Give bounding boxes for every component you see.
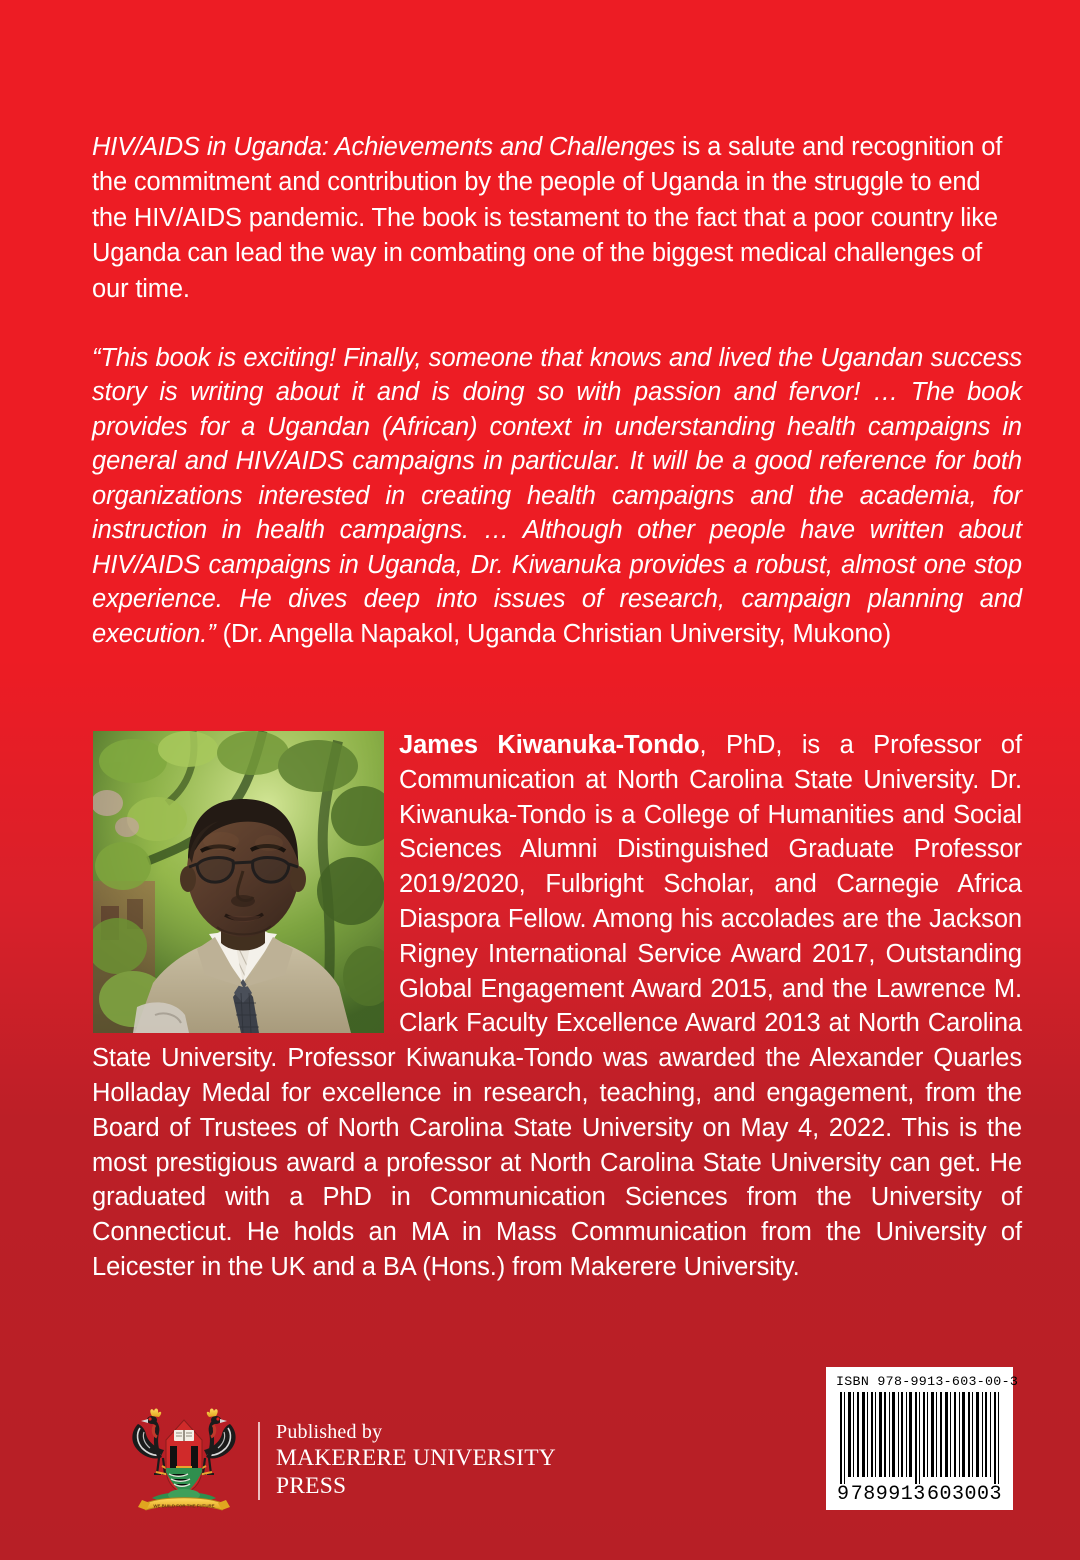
review-quote-text: “This book is exciting! Finally, someone that knows and lived the Ugandan success story is writing about it and is doing so with passion and fervor! … The book provides for a Ugandan (African) context in understanding health campaigns in general and HIV/AIDS campaigns in particular. It will be a good reference for both organizations interested in creating health campaigns and the academia, for instruction in health campaigns. … Although other people have written about HIV/AIDS campaigns in Uganda, Dr. Kiwanuka provides a robust, almost one stop experience. He dives deep into issues of research, campaign planning and execution.”	[92, 343, 1022, 648]
ean-check-digit: 9	[837, 1483, 850, 1506]
makerere-coat-of-arms-logo	[128, 1406, 240, 1516]
author-bio-text: , PhD, is a Professor of Communication at North Carolina State University. Dr. Kiwanuka-Tondo is a College of Humanities and Social Sciences Alumni Distinguished Graduate Professor 2019/2020, Fulbright Scholar, and Carnegie Africa Diaspora Fellow. Among his accolades are the Jackson Rigney International Service Award 2017, Outstanding Global Engagement Award 2015, and the Lawrence M. Clark Faculty Excellence Award 2013 at North Carolina State University. Professor Kiwanuka-Tondo was awarded the Alexander Quarles Holladay Medal for excellence in research, teaching, and engagement, from the Board of Trustees of North Carolina State University on May 4, 2022. This is the most prestigious award a professor at North Carolina State University can get. He graduated with a PhD in Communication Sciences from the University of Connecticut. He holds an MA in Mass Communication from the University of Leicester in the UK and a BA (Hons.) from Makerere University.	[92, 731, 1022, 1281]
book-blurb-text: is a salute and recognition of the commitment and contribution by the people of Uganda in the struggle to end the HIV/AIDS pandemic. The book is testament to the fact that a poor country like Uganda can lead the way in combating one of the biggest medical challenges of our time.	[92, 132, 1003, 303]
book-blurb-paragraph	[92, 130, 1022, 308]
publisher-name-line-2: PRESS	[276, 1472, 347, 1499]
publisher-divider	[258, 1422, 260, 1500]
barcode-bars	[836, 1392, 1003, 1484]
isbn-barcode-block	[826, 1367, 1019, 1510]
ean-group-right: 603003	[926, 1483, 1002, 1506]
isbn-number-label: ISBN 978-9913-603-00-3	[836, 1374, 1019, 1389]
book-title: HIV/AIDS in Uganda: Achievements and Challenges	[92, 132, 676, 161]
coat-of-arms-motto: WE BUILD FOR THE FUTURE	[153, 1503, 215, 1509]
ean-digits-row	[836, 1483, 1003, 1506]
review-attribution: (Dr. Angella Napakol, Uganda Christian University, Mukono)	[215, 619, 891, 648]
ean-group-left: 789913	[850, 1483, 926, 1506]
publisher-text	[276, 1421, 556, 1500]
author-name: James Kiwanuka-Tondo	[399, 731, 700, 759]
publisher-name-line-1: MAKERERE UNIVERSITY	[276, 1445, 556, 1472]
review-quote-paragraph	[92, 341, 1022, 652]
publisher-block	[128, 1406, 556, 1516]
author-photo	[93, 731, 384, 1033]
published-by-label: Published by	[276, 1421, 383, 1444]
